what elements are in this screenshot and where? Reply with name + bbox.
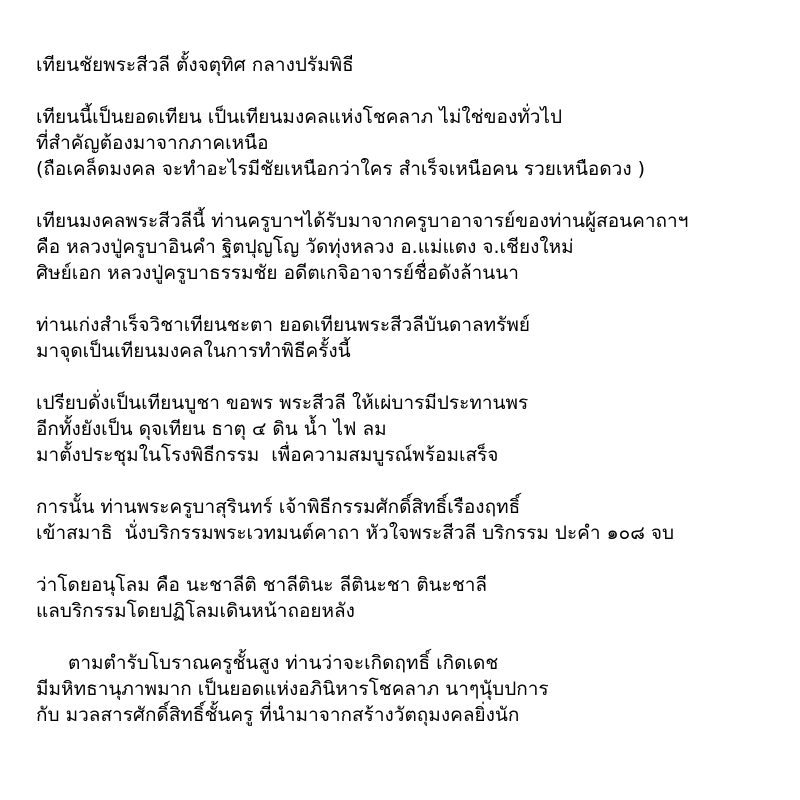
paragraph-line: ท่านเก่งสำเร็จวิชาเทียนชะตา ยอดเทียนพระสีวลีบันดาลทรัพย์ — [36, 314, 531, 336]
paragraph-3 — [36, 312, 792, 364]
paragraph-line: (ถือเคล็ดมงคล จะทำอะไรมีชัยเหนือกว่าใคร สำเร็จเหนือคน รวยเหนือดวง ) — [36, 158, 646, 180]
document-body — [36, 52, 792, 754]
paragraph-4 — [36, 390, 792, 468]
paragraph-6 — [36, 572, 792, 624]
paragraph-line: มาจุดเป็นเทียนมงคลในการทำพิธีครั้งนี้ — [36, 340, 351, 362]
paragraph-5 — [36, 494, 792, 546]
paragraph-line: เข้าสมาธิ นั่งบริกรรมพระเวทมนต์คาถา หัวใจพระสีวลี บริกรรม ปะคำ ๑๐๘ จบ — [36, 522, 675, 544]
paragraph-line: เทียนนี้เป็นยอดเทียน เป็นเทียนมงคลแห่งโชคลาภ ไม่ใช่ของทั่วไป — [36, 106, 563, 128]
paragraph-line: มาตั้งประชุมในโรงพิธีกรรม เพื่อความสมบูรณ์พร้อมเสร็จ — [36, 444, 499, 466]
paragraph-line: กับ มวลสารศักดิ์สิทธิ์ชั้นครู ที่นำมาจากสร้างวัตถุมงคลยิ่งนัก — [36, 704, 520, 726]
paragraph-line: คือ หลวงปู่ครูบาอินคำ ฐิตปุญโญ วัดทุ่งหลวง อ.แม่แตง จ.เชียงใหม่ — [36, 236, 574, 258]
paragraph-line: การนั้น ท่านพระครูบาสุรินทร์ เจ้าพิธีกรรมศักดิ์สิทธิ์เรืองฤทธิ์ — [36, 496, 521, 518]
paragraph-line: ว่าโดยอนุโลม คือ นะชาลีติ ชาลีตินะ ลีตินะชา ตินะชาลี — [36, 574, 488, 596]
paragraph-line-indented: ตามตำรับโบราณครูชั้นสูง ท่านว่าจะเกิดฤทธิ์ เกิดเดช — [68, 652, 499, 674]
paragraph-1 — [36, 104, 792, 182]
paragraph-2 — [36, 208, 792, 286]
paragraph-line: ศิษย์เอก หลวงปู่ครูบาธรรมชัย อดีตเกจิอาจารย์ชื่อดังล้านนา — [36, 262, 519, 284]
document-title: เทียนชัยพระสีวลี ตั้งจตุทิศ กลางปรัมพิธี — [36, 54, 354, 76]
paragraph-line: มีมหิทธานุภาพมาก เป็นยอดแห่งอภินิหารโชคลาภ นาๆนุับปการ — [36, 678, 549, 700]
paragraph-line: ที่สำคัญต้องมาจากภาคเหนือ — [36, 132, 269, 154]
document-title-block — [36, 52, 792, 78]
paragraph-line: เทียนมงคลพระสีวลีนี้ ท่านครูบาฯได้รับมาจากครูบาอาจารย์ของท่านผู้สอนคาถาฯ — [36, 210, 689, 232]
paragraph-line: อีกทั้งยังเป็น ดุจเทียน ธาตุ ๔ ดิน น้ำ ไฟ ลม — [36, 418, 387, 440]
paragraph-line: เปรียบดั่งเป็นเทียนบูชา ขอพร พระสีวลี ให้เผ่บารมีประทานพร — [36, 392, 529, 414]
paragraph-7 — [36, 650, 792, 728]
paragraph-line: แลบริกรรมโดยปฏิโลมเดินหน้าถอยหลัง — [36, 600, 355, 622]
